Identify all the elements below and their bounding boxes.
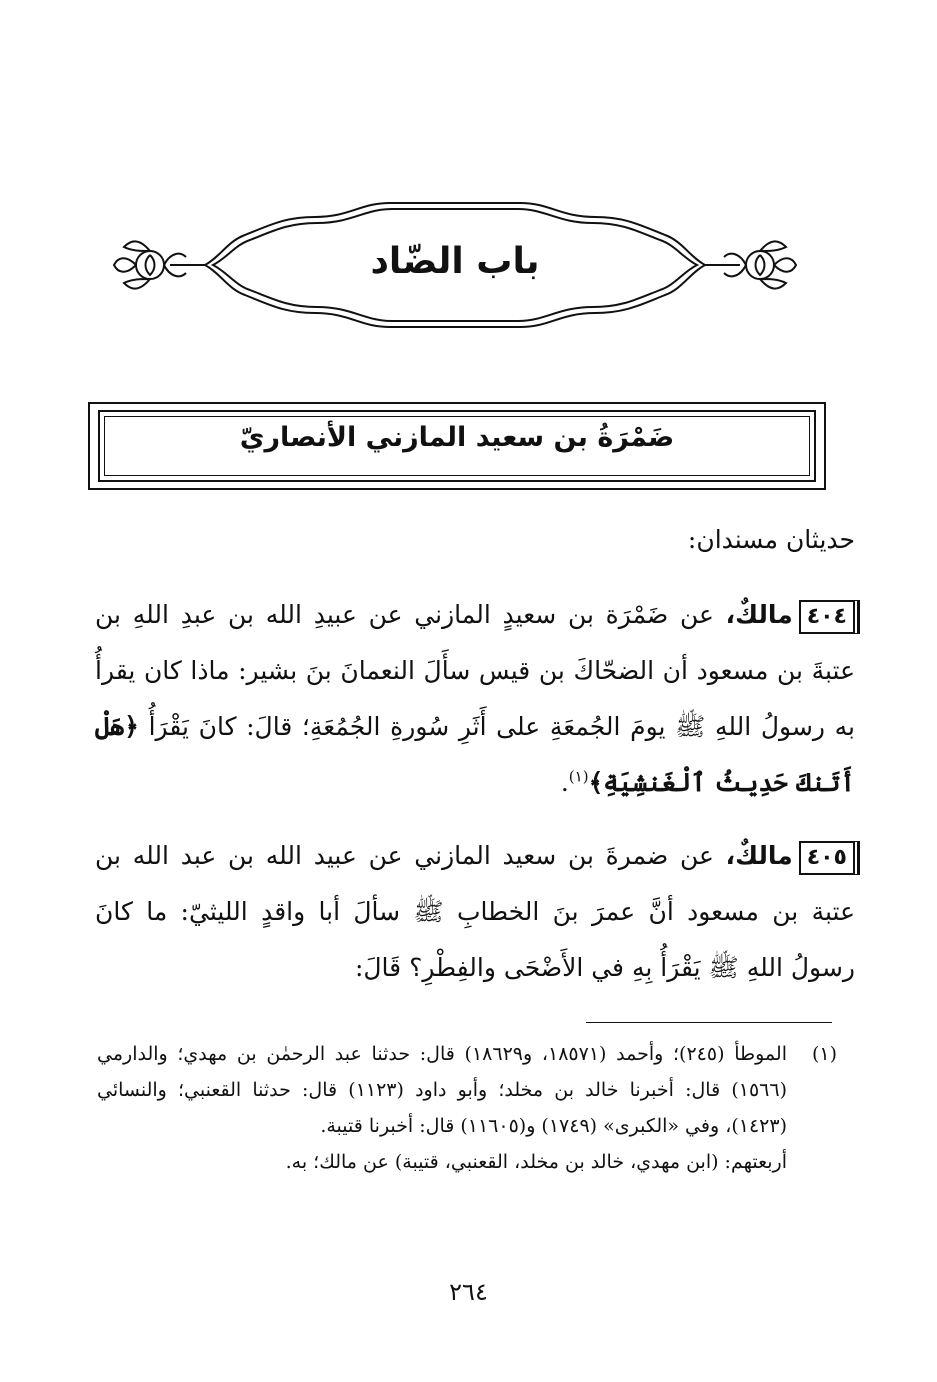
footnotes	[97, 1036, 837, 1180]
footnote-summary: أربعتهم: (ابن مهدي، خالد بن مخلد، القعنبي، قتيبة) عن مالك؛ به.	[285, 1151, 787, 1173]
intro-text: حديثان مسندان:	[687, 525, 855, 554]
section-title: ضَمْرَةُ بن سعيد المازني الأنصاريّ	[239, 422, 675, 453]
footnote-marker: (١)	[811, 1043, 837, 1065]
hadith-paragraph	[95, 828, 855, 996]
footnote-item	[97, 1036, 837, 1180]
footnote-separator	[586, 1022, 832, 1023]
footnote-text: الموطأ (٢٤٥)؛ وأحمد (١٨٥٧١، و١٨٦٢٩) قال: حدثنا عبد الرحمٰن بن مهدي؛ والدارمي (١٥٦٦) قال: أخبرنا خالد بن مخلد؛ وأبو داود (١١٢٣) قال: حدثنا القعنبي؛ والنسائي (١٤٢٣)، وفي «الكبرى» (١٧٤٩) و(١١٦٠٥) قال: أخبرنا قتيبة.	[97, 1043, 787, 1137]
page-number: ٢٦٤	[449, 1278, 488, 1306]
section-header-box	[88, 402, 826, 490]
chapter-title: باب الضّاد	[370, 241, 540, 282]
hadith-number-box: ٤٠٥	[799, 841, 855, 875]
hadith-end: .	[560, 768, 569, 797]
chapter-cartouche	[110, 195, 800, 335]
hadith-narrator: مالكٌ،	[725, 841, 793, 870]
hadith-number-box: ٤٠٤	[799, 600, 855, 634]
quran-quote: ﴿هَلْ أَتَنكَ حَدِيثُ ٱلْغَنشِيَةِ﴾	[95, 712, 855, 797]
hadith-text: عن ضَمْرَة بن سعيدٍ المازني عن عبيدِ الله بن عبدِ اللهِ بن عتبةَ بن مسعود أن الضحّاكَ بن قيس سأَلَ النعمانَ بنَ بشير: ماذا كان يقرأُ به رسولُ اللهِ ﷺ يومَ الجُمعَةِ على أَثَرِ سُورةِ الجُمُعَةِ؛ قالَ: كانَ يَقْرَأُ	[95, 600, 855, 741]
footnote-reference[interactable]: (١)	[568, 767, 589, 786]
hadith-text: عن ضمرةَ بن سعيد المازني عن عبيد الله بن عبد الله بن عتبة بن مسعود أنَّ عمرَ بنَ الخطابِ ﷺ سألَ أبا واقدٍ الليثيّ: ما كانَ رسولُ اللهِ ﷺ يَقْرَأُ بِهِ في الأَضْحَى والفِطْرِ؟ قَالَ:	[95, 841, 855, 982]
hadith-paragraph	[95, 587, 855, 811]
hadith-narrator: مالكٌ،	[725, 600, 793, 629]
